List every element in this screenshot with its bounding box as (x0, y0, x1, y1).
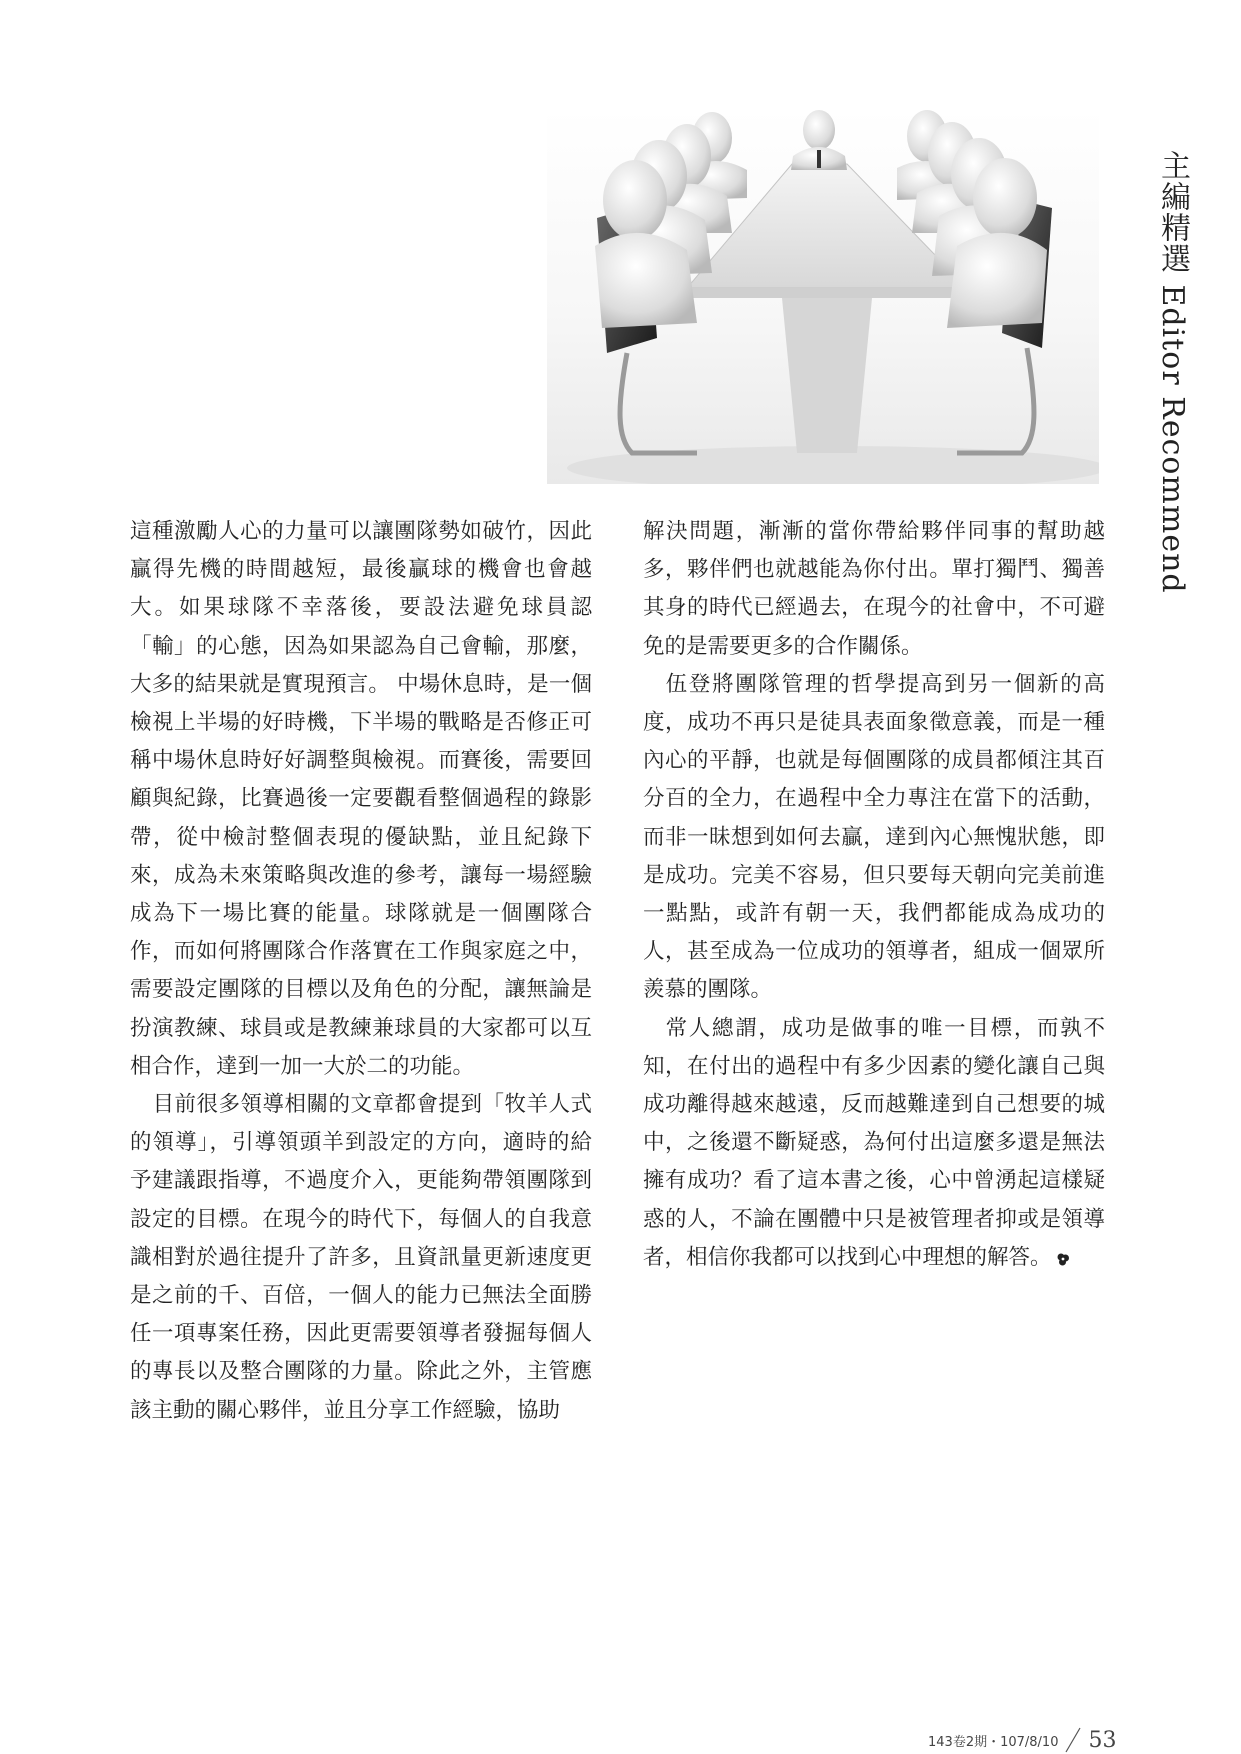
left-column (130, 513, 592, 1430)
page-footer (928, 1724, 1116, 1754)
divider-slash-icon (1064, 1726, 1082, 1754)
paragraph-last (643, 1010, 1105, 1277)
paragraph-text: 常人總謂，成功是做事的唯一目標，而孰不知，在付出的過程中有多少因素的變化讓自己與成功離得越來越遠，反而越難達到自己想要的城中，之後還不斷疑惑，為何付出這麼多還是無法擁有成功？看了這本書之後，心中曾湧起這樣疑惑的人，不論在團體中只是被管理者抑或是領導者，相信你我都可以找到心中理想的解答。 (643, 1015, 1105, 1270)
paragraph: 目前很多領導相關的文章都會提到「牧羊人式的領導」，引導領頭羊到設定的方向，適時的給予建議跟指導，不過度介入，更能夠帶領團隊到設定的目標。在現今的時代下，每個人的自我意識相對於過往提升了許多，且資訊量更新速度更是之前的千、百倍，一個人的能力已無法全面勝任一項專案任務，因此更需要領導者發掘每個人的專長以及整合團隊的力量。除此之外，主管應該主動的關心夥伴，並且分享工作經驗，協助 (130, 1092, 592, 1423)
meeting-illustration-graphic (547, 108, 1099, 484)
right-column (643, 513, 1105, 1277)
paragraph: 伍登將團隊管理的哲學提高到另一個新的高度，成功不再只是徒具表面象徵意義，而是一種內心的平靜，也就是每個團隊的成員都傾注其百分百的全力，在過程中全力專注在當下的活動，而非一昧想到如何去贏，達到內心無愧狀態，即是成功。完美不容易，但只要每天朝向完美前進一點點，或許有朝一天，我們都能成為成功的人，甚至成為一位成功的領導者，組成一個眾所羨慕的團隊。 (643, 671, 1105, 1003)
section-label: 主編精選 Editor Recommend (1155, 150, 1190, 594)
paragraph: 解決問題，漸漸的當你帶給夥伴同事的幫助越多，夥伴們也就越能為你付出。單打獨鬥、獨善其身的時代已經過去，在現今的社會中，不可避免的是需要更多的合作關係。 (643, 519, 1105, 659)
issue-info: 143卷2期・107/8/10 (928, 1735, 1059, 1750)
end-mark-icon (1056, 1252, 1070, 1266)
meeting-illustration (547, 108, 1099, 484)
paragraph: 這種激勵人心的力量可以讓團隊勢如破竹，因此贏得先機的時間越短，最後贏球的機會也會越大。如果球隊不幸落後，要設法避免球員認「輸」的心態，因為如果認為自己會輸，那麼，大多的結果就是實現預言。 中場休息時，是一個檢視上半場的好時機，下半場的戰略是否修正可稱中場休息時好好調整與檢視。而賽後，需要回顧與紀錄，比賽過後一定要觀看整個過程的錄影帶，從中檢討整個表現的優缺點，並且紀錄下來，成為未來策略與改進的參考，讓每一場經驗成為下一場比賽的能量。球隊就是一個團隊合作，而如何將團隊合作落實在工作與家庭之中，需要設定團隊的目標以及角色的分配，讓無論是扮演教練、球員或是教練兼球員的大家都可以互相合作，達到一加一大於二的功能。 (130, 519, 592, 1079)
page-number: 53 (1088, 1728, 1117, 1753)
